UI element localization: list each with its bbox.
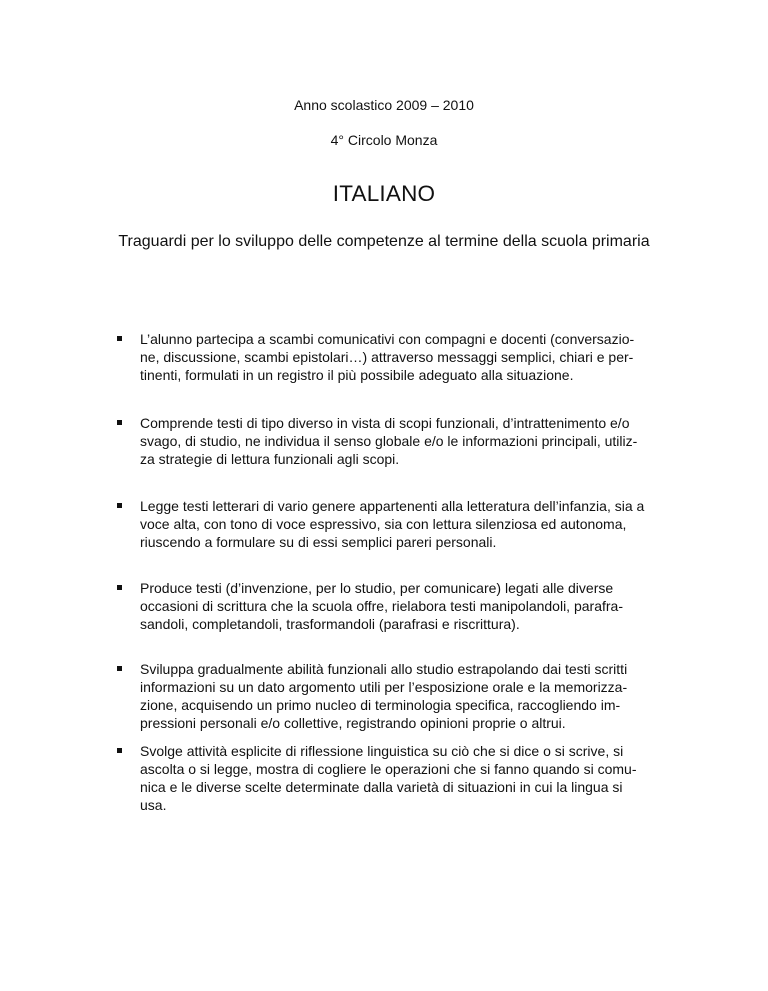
bullet-text [140, 742, 660, 814]
square-bullet-icon [117, 748, 122, 753]
square-bullet-icon [117, 585, 122, 590]
bullet-text [140, 330, 660, 384]
square-bullet-icon [117, 336, 122, 341]
page-subtitle: Traguardi per lo sviluppo delle competenze al termine della scuola primaria [118, 233, 650, 250]
bullet-line: pressioni personali e/o collettive, registrando opinioni proprie o altrui. [140, 715, 566, 731]
bullet-line: za strategie di lettura funzionali agli scopi. [140, 451, 400, 467]
bullet-line: Legge testi letterari di vario genere appartenenti alla letteratura dell’infanzia, sia a [140, 498, 645, 514]
school-year: Anno scolastico 2009 – 2010 [294, 97, 474, 113]
square-bullet-icon [117, 503, 122, 508]
bullet-line: ne, discussione, scambi epistolari…) attraverso messaggi semplici, chiari e per- [140, 349, 634, 365]
bullet-line: usa. [140, 797, 167, 813]
bullet-text [140, 414, 660, 468]
bullet-text [140, 497, 660, 551]
bullet-line: Comprende testi di tipo diverso in vista di scopi funzionali, d’intrattenimento e/o [140, 415, 630, 431]
bullet-line: Sviluppa gradualmente abilità funzionali allo studio estrapolando dai testi scritti [140, 661, 628, 677]
bullet-line: Svolge attività esplicite di riflessione linguistica su ciò che si dice o si scrive, si [140, 743, 624, 759]
bullet-line: tinenti, formulati in un registro il più possibile adeguato alla situazione. [140, 367, 574, 383]
bullet-line: ascolta o si legge, mostra di cogliere le operazioni che si fanno quando si comu- [140, 761, 637, 777]
bullet-text [140, 579, 660, 633]
circolo-name: 4° Circolo Monza [330, 132, 438, 148]
bullet-line: sandoli, completandoli, trasformandoli (parafrasi e riscrittura). [140, 616, 520, 632]
page-title: ITALIANO [332, 181, 436, 206]
bullet-line: zione, acquisendo un primo nucleo di terminologia specifica, raccogliendo im- [140, 697, 621, 713]
bullet-line: occasioni di scrittura che la scuola offre, rielabora testi manipolandoli, parafra- [140, 598, 623, 614]
bullet-line: Produce testi (d’invenzione, per lo studio, per comunicare) legati alle diverse [140, 580, 614, 596]
bullet-line: svago, di studio, ne individua il senso globale e/o le informazioni principali, utiliz- [140, 433, 638, 449]
bullet-line: L’alunno partecipa a scambi comunicativi con compagni e docenti (conversazio- [140, 331, 635, 347]
bullet-line: informazioni su un dato argomento utili per l’esposizione orale e la memorizza- [140, 679, 628, 695]
bullet-line: nica e le diverse scelte determinate dalla varietà di situazioni in cui la lingua si [140, 779, 623, 795]
bullet-text [140, 660, 660, 732]
bullet-line: voce alta, con tono di voce espressivo, sia con lettura silenziosa ed autonoma, [140, 516, 627, 532]
bullet-line: riuscendo a formulare su di essi semplici pareri personali. [140, 534, 497, 550]
square-bullet-icon [117, 666, 122, 671]
square-bullet-icon [117, 420, 122, 425]
